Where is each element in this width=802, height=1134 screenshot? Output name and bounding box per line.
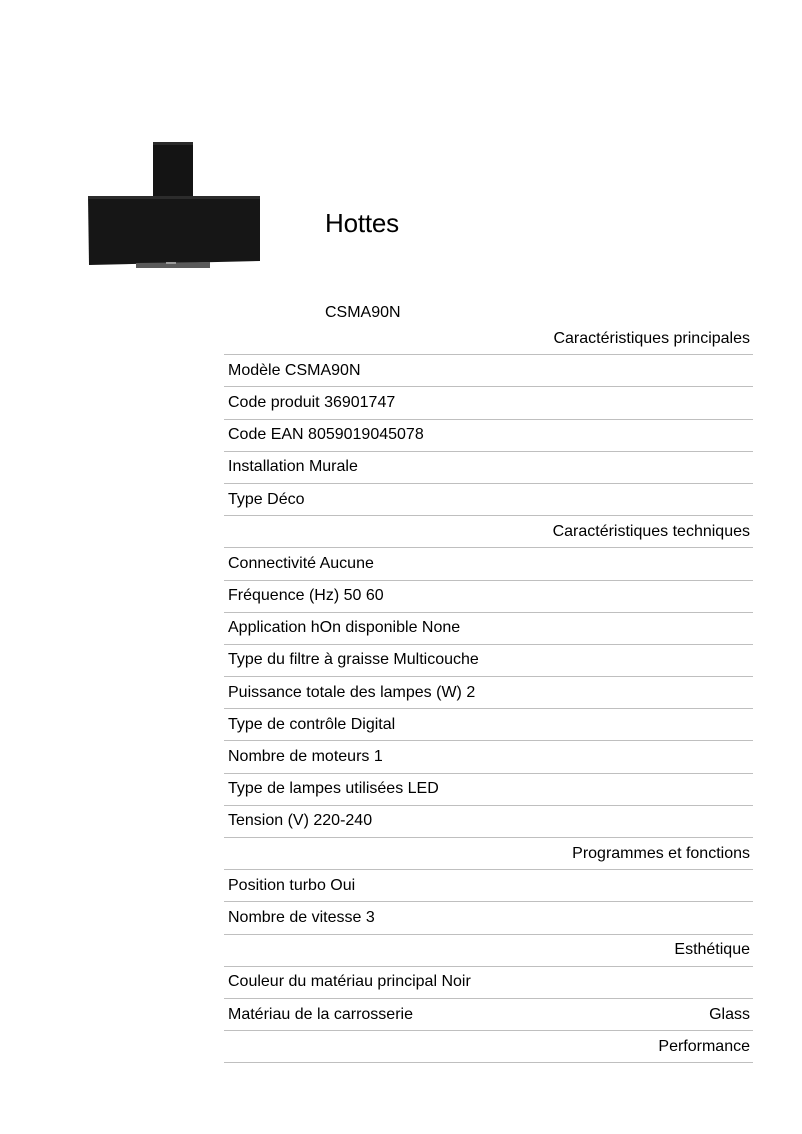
spec-text: Fréquence (Hz) 50 60	[228, 587, 384, 605]
spec-row	[224, 902, 753, 934]
spec-row	[224, 999, 753, 1031]
spec-row	[224, 709, 753, 741]
spec-row	[224, 741, 753, 773]
spec-table	[224, 323, 753, 1063]
section-title: Programmes et fonctions	[572, 844, 750, 862]
spec-row	[224, 387, 753, 419]
spec-text: Type du filtre à graisse Multicouche	[228, 651, 479, 669]
spec-row	[224, 420, 753, 452]
spec-text: Couleur du matériau principal Noir	[228, 973, 471, 991]
spec-row	[224, 645, 753, 677]
spec-row	[224, 774, 753, 806]
spec-row	[224, 677, 753, 709]
spec-text: Position turbo Oui	[228, 876, 356, 894]
spec-text: Type Déco	[228, 490, 305, 508]
section-title: Esthétique	[674, 941, 750, 959]
section-header-programs	[224, 838, 753, 870]
page-title: Hottes	[325, 208, 399, 238]
spec-text: Code produit 36901747	[228, 393, 396, 411]
spec-row	[224, 355, 753, 387]
spec-row	[224, 967, 753, 999]
spec-text: Application hOn disponible None	[228, 619, 461, 637]
spec-text: Type de contrôle Digital	[228, 715, 396, 733]
section-header-performance	[224, 1031, 753, 1063]
spec-row	[224, 548, 753, 580]
spec-row	[224, 870, 753, 902]
spec-label: Matériau de la carrosserie	[228, 1005, 413, 1023]
spec-text: Nombre de vitesse 3	[228, 908, 375, 926]
spec-text: Code EAN 8059019045078	[228, 426, 424, 444]
spec-text: Puissance totale des lampes (W) 2	[228, 683, 476, 701]
spec-row	[224, 613, 753, 645]
section-title: Caractéristiques techniques	[552, 522, 750, 540]
model-name: CSMA90N	[325, 304, 401, 321]
spec-text: Nombre de moteurs 1	[228, 748, 383, 766]
spec-text: Connectivité Aucune	[228, 554, 374, 572]
spec-text: Tension (V) 220-240	[228, 812, 373, 830]
section-header-aesthetics	[224, 935, 753, 967]
section-title: Caractéristiques principales	[553, 329, 750, 347]
spec-row	[224, 581, 753, 613]
spec-row	[224, 484, 753, 516]
range-hood-image	[86, 141, 262, 269]
section-header-main	[224, 323, 753, 355]
section-header-technical	[224, 516, 753, 548]
spec-row	[224, 452, 753, 484]
spec-text: Type de lampes utilisées LED	[228, 780, 439, 798]
spec-text: Modèle CSMA90N	[228, 361, 361, 379]
spec-text: Installation Murale	[228, 458, 358, 476]
spec-row	[224, 806, 753, 838]
section-title: Performance	[658, 1037, 750, 1055]
spec-value: Glass	[709, 1005, 750, 1023]
